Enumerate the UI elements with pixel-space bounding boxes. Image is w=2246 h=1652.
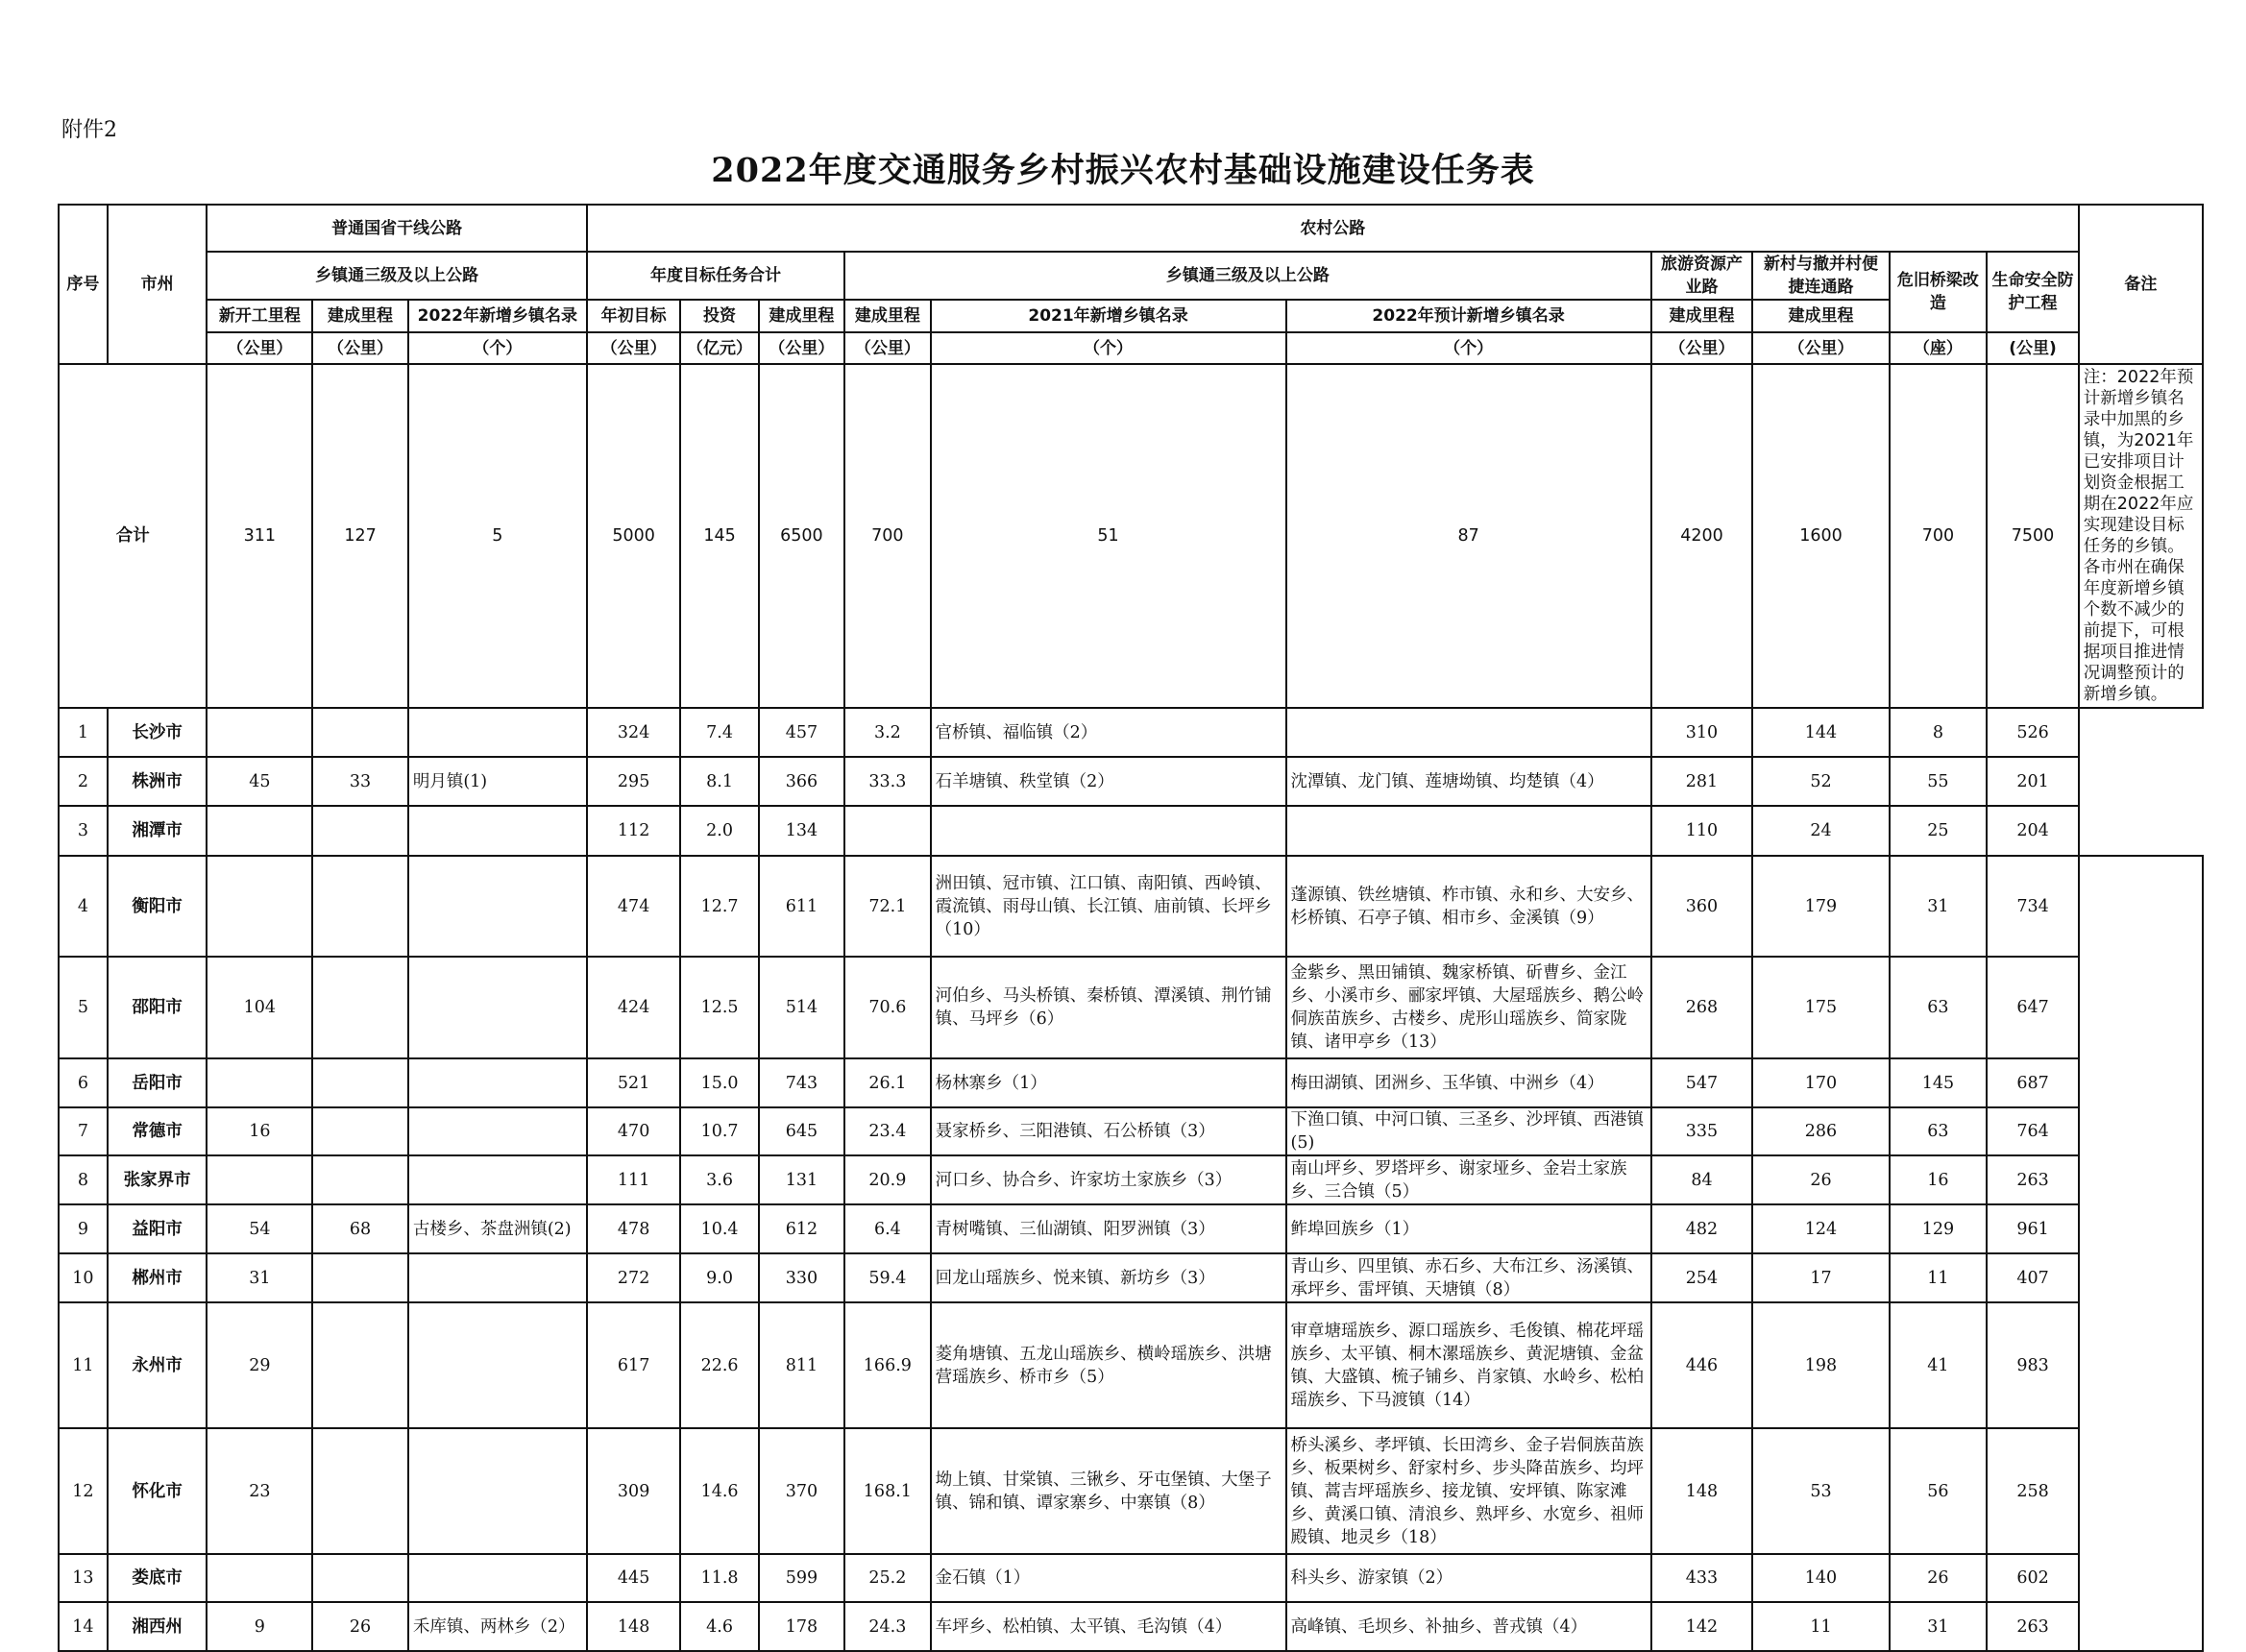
col-invest: 投资	[680, 300, 758, 332]
cell-rural-built: 59.4	[844, 1253, 930, 1302]
cell-target: 470	[587, 1107, 681, 1155]
cell-invest: 10.4	[680, 1204, 758, 1253]
cell-invest: 9.0	[680, 1253, 758, 1302]
cell-new-village: 198	[1752, 1302, 1889, 1428]
cell-target: 112	[587, 806, 681, 856]
cell-trunk-new: 104	[207, 957, 312, 1058]
table-row	[59, 806, 2203, 856]
cell-trunk-towns	[408, 957, 587, 1058]
total-label: 合计	[59, 364, 207, 708]
total-bridge: 700	[1890, 364, 1988, 708]
cell-towns-2022	[1286, 806, 1651, 856]
cell-rural-built: 20.9	[844, 1155, 930, 1204]
cell-invest: 11.8	[680, 1554, 758, 1602]
header-tourism: 旅游资源产业路	[1651, 252, 1753, 300]
cell-new-village: 170	[1752, 1058, 1889, 1107]
cell-trunk-towns: 禾库镇、两林乡（2）	[408, 1602, 587, 1651]
cell-trunk-towns	[408, 806, 587, 856]
remarks-empty	[2079, 856, 2203, 1651]
cell-built: 457	[759, 708, 844, 757]
cell-rural-built: 23.4	[844, 1107, 930, 1155]
cell-towns-2022: 桥头溪乡、孝坪镇、长田湾乡、金子岩侗族苗族乡、板栗树乡、舒家村乡、步头降苗族乡、均坪镇、蒿吉坪瑶族乡、接龙镇、安坪镇、陈家滩乡、黄溪口镇、清浪乡、熟坪乡、水宽乡、祖师殿镇、地灵乡（18）	[1286, 1428, 1651, 1554]
col-built-4: 建成里程	[1651, 300, 1753, 332]
cell-bridge: 63	[1890, 957, 1988, 1058]
unit-km: (公里)	[1987, 332, 2079, 364]
cell-safety: 687	[1987, 1058, 2079, 1107]
total-target: 5000	[587, 364, 681, 708]
cell-tourism: 547	[1651, 1058, 1753, 1107]
header-rural-group: 农村公路	[587, 205, 2079, 252]
cell-safety: 201	[1987, 757, 2079, 806]
cell-built: 599	[759, 1554, 844, 1602]
cell-city: 益阳市	[108, 1204, 208, 1253]
unit-km: （公里）	[587, 332, 681, 364]
cell-trunk-built	[312, 1253, 408, 1302]
cell-trunk-towns	[408, 1302, 587, 1428]
table-row	[59, 1253, 2203, 1302]
cell-seq: 6	[59, 1058, 108, 1107]
cell-towns-2021: 车坪乡、松柏镇、太平镇、毛沟镇（4）	[931, 1602, 1286, 1651]
cell-city: 株洲市	[108, 757, 208, 806]
cell-trunk-built	[312, 1155, 408, 1204]
cell-towns-2022: 沈潭镇、龙门镇、莲塘坳镇、均楚镇（4）	[1286, 757, 1651, 806]
cell-towns-2021: 聂家桥乡、三阳港镇、石公桥镇（3）	[931, 1107, 1286, 1155]
cell-target: 324	[587, 708, 681, 757]
cell-invest: 10.7	[680, 1107, 758, 1155]
cell-rural-built: 24.3	[844, 1602, 930, 1651]
cell-rural-built: 3.2	[844, 708, 930, 757]
cell-trunk-built: 33	[312, 757, 408, 806]
cell-safety: 263	[1987, 1155, 2079, 1204]
cell-new-village: 52	[1752, 757, 1889, 806]
unit-km: （公里）	[207, 332, 312, 364]
total-row	[59, 364, 2203, 708]
header-city: 市州	[108, 205, 208, 364]
cell-towns-2021: 菱角塘镇、五龙山瑶族乡、横岭瑶族乡、洪塘营瑶族乡、桥市乡（5）	[931, 1302, 1286, 1428]
cell-new-village: 175	[1752, 957, 1889, 1058]
cell-trunk-towns	[408, 1155, 587, 1204]
cell-invest: 8.1	[680, 757, 758, 806]
cell-trunk-new	[207, 856, 312, 957]
cell-invest: 12.5	[680, 957, 758, 1058]
cell-towns-2022	[1286, 708, 1651, 757]
cell-rural-built: 26.1	[844, 1058, 930, 1107]
cell-trunk-built	[312, 708, 408, 757]
cell-target: 111	[587, 1155, 681, 1204]
cell-trunk-built	[312, 1058, 408, 1107]
total-trunk-new: 311	[207, 364, 312, 708]
page-title: 2022年度交通服务乡村振兴农村基础设施建设任务表	[711, 151, 1535, 190]
table-row	[59, 1428, 2203, 1554]
cell-new-village: 17	[1752, 1253, 1889, 1302]
cell-trunk-new: 29	[207, 1302, 312, 1428]
cell-invest: 15.0	[680, 1058, 758, 1107]
cell-built: 514	[759, 957, 844, 1058]
cell-towns-2022: 梅田湖镇、团洲乡、玉华镇、中洲乡（4）	[1286, 1058, 1651, 1107]
cell-safety: 734	[1987, 856, 2079, 957]
cell-tourism: 482	[1651, 1204, 1753, 1253]
cell-trunk-towns	[408, 708, 587, 757]
cell-towns-2021: 坳上镇、甘棠镇、三锹乡、牙屯堡镇、大堡子镇、锦和镇、谭家寨乡、中寨镇（8）	[931, 1428, 1286, 1554]
cell-built: 645	[759, 1107, 844, 1155]
total-tourism: 4200	[1651, 364, 1753, 708]
cell-towns-2021: 金石镇（1）	[931, 1554, 1286, 1602]
cell-towns-2022: 审章塘瑶族乡、源口瑶族乡、毛俊镇、棉花坪瑶族乡、太平镇、桐木漯瑶族乡、黄泥塘镇、金盆镇、大盛镇、梳子铺乡、肖家镇、水岭乡、松柏瑶族乡、下马渡镇（14）	[1286, 1302, 1651, 1428]
cell-built: 178	[759, 1602, 844, 1651]
cell-towns-2021: 石羊塘镇、秩堂镇（2）	[931, 757, 1286, 806]
cell-city: 张家界市	[108, 1155, 208, 1204]
cell-trunk-new: 23	[207, 1428, 312, 1554]
cell-tourism: 84	[1651, 1155, 1753, 1204]
total-towns-2022: 87	[1286, 364, 1651, 708]
cell-rural-built: 70.6	[844, 957, 930, 1058]
cell-trunk-new	[207, 1554, 312, 1602]
cell-target: 424	[587, 957, 681, 1058]
table-row	[59, 1602, 2203, 1651]
cell-invest: 3.6	[680, 1155, 758, 1204]
cell-rural-built: 72.1	[844, 856, 930, 957]
cell-new-village: 53	[1752, 1428, 1889, 1554]
cell-city: 岳阳市	[108, 1058, 208, 1107]
cell-bridge: 26	[1890, 1554, 1988, 1602]
unit-km: （公里）	[1752, 332, 1889, 364]
cell-trunk-new	[207, 1155, 312, 1204]
cell-tourism: 360	[1651, 856, 1753, 957]
header-remarks: 备注	[2079, 205, 2203, 364]
cell-trunk-new: 31	[207, 1253, 312, 1302]
cell-safety: 647	[1987, 957, 2079, 1058]
col-new-work: 新开工里程	[207, 300, 312, 332]
col-2021-towns: 2021年新增乡镇名录	[931, 300, 1286, 332]
cell-new-village: 179	[1752, 856, 1889, 957]
cell-bridge: 8	[1890, 708, 1988, 757]
cell-trunk-new: 54	[207, 1204, 312, 1253]
unit-count: （个）	[1286, 332, 1651, 364]
cell-safety: 602	[1987, 1554, 2079, 1602]
cell-target: 445	[587, 1554, 681, 1602]
cell-built: 611	[759, 856, 844, 957]
cell-towns-2022: 鲊埠回族乡（1）	[1286, 1204, 1651, 1253]
cell-towns-2021	[931, 806, 1286, 856]
cell-towns-2022: 蓬源镇、铁丝塘镇、柞市镇、永和乡、大安乡、杉桥镇、石亭子镇、相市乡、金溪镇（9）	[1286, 856, 1651, 957]
cell-city: 湘潭市	[108, 806, 208, 856]
cell-safety: 258	[1987, 1428, 2079, 1554]
cell-bridge: 16	[1890, 1155, 1988, 1204]
table-row	[59, 957, 2203, 1058]
cell-tourism: 110	[1651, 806, 1753, 856]
cell-invest: 14.6	[680, 1428, 758, 1554]
cell-trunk-towns	[408, 1107, 587, 1155]
cell-city: 永州市	[108, 1302, 208, 1428]
cell-seq: 1	[59, 708, 108, 757]
cell-seq: 13	[59, 1554, 108, 1602]
cell-tourism: 268	[1651, 957, 1753, 1058]
cell-rural-built	[844, 806, 930, 856]
cell-tourism: 310	[1651, 708, 1753, 757]
cell-tourism: 281	[1651, 757, 1753, 806]
cell-trunk-built	[312, 856, 408, 957]
cell-city: 湘西州	[108, 1602, 208, 1651]
cell-built: 612	[759, 1204, 844, 1253]
cell-safety: 764	[1987, 1107, 2079, 1155]
cell-built: 330	[759, 1253, 844, 1302]
cell-tourism: 148	[1651, 1428, 1753, 1554]
cell-trunk-built: 26	[312, 1602, 408, 1651]
table-row	[59, 1554, 2203, 1602]
cell-safety: 526	[1987, 708, 2079, 757]
header-annual-sub: 年度目标任务合计	[587, 252, 844, 300]
cell-invest: 12.7	[680, 856, 758, 957]
cell-bridge: 145	[1890, 1058, 1988, 1107]
cell-tourism: 254	[1651, 1253, 1753, 1302]
cell-trunk-new: 45	[207, 757, 312, 806]
header-safety: 生命安全防护工程	[1987, 252, 2079, 332]
table-row	[59, 708, 2203, 757]
cell-bridge: 31	[1890, 1602, 1988, 1651]
cell-towns-2021: 杨林寨乡（1）	[931, 1058, 1286, 1107]
cell-trunk-built	[312, 1302, 408, 1428]
cell-target: 272	[587, 1253, 681, 1302]
cell-safety: 961	[1987, 1204, 2079, 1253]
cell-tourism: 446	[1651, 1302, 1753, 1428]
cell-towns-2022: 科头乡、游家镇（2）	[1286, 1554, 1651, 1602]
cell-bridge: 31	[1890, 856, 1988, 957]
cell-towns-2021: 河口乡、协合乡、许家坊土家族乡（3）	[931, 1155, 1286, 1204]
cell-rural-built: 33.3	[844, 757, 930, 806]
cell-bridge: 55	[1890, 757, 1988, 806]
cell-towns-2021: 青树嘴镇、三仙湖镇、阳罗洲镇（3）	[931, 1204, 1286, 1253]
cell-trunk-new: 9	[207, 1602, 312, 1651]
cell-seq: 10	[59, 1253, 108, 1302]
cell-new-village: 124	[1752, 1204, 1889, 1253]
col-target: 年初目标	[587, 300, 681, 332]
header-rural-sub: 乡镇通三级及以上公路	[844, 252, 1651, 300]
cell-target: 521	[587, 1058, 681, 1107]
cell-city: 郴州市	[108, 1253, 208, 1302]
total-built: 6500	[759, 364, 844, 708]
cell-target: 474	[587, 856, 681, 957]
cell-safety: 204	[1987, 806, 2079, 856]
cell-safety: 407	[1987, 1253, 2079, 1302]
cell-trunk-towns: 古楼乡、茶盘洲镇(2)	[408, 1204, 587, 1253]
cell-built: 131	[759, 1155, 844, 1204]
cell-new-village: 24	[1752, 806, 1889, 856]
cell-seq: 9	[59, 1204, 108, 1253]
cell-rural-built: 166.9	[844, 1302, 930, 1428]
cell-target: 295	[587, 757, 681, 806]
col-2022-planned: 2022年预计新增乡镇名录	[1286, 300, 1651, 332]
cell-tourism: 335	[1651, 1107, 1753, 1155]
total-rural-built: 700	[844, 364, 930, 708]
unit-count: （个）	[408, 332, 587, 364]
cell-towns-2022: 金紫乡、黑田铺镇、魏家桥镇、斫曹乡、金江乡、小溪市乡、郦家坪镇、大屋瑶族乡、鹅公岭侗族苗族乡、古楼乡、虎形山瑶族乡、简家陇镇、诸甲亭乡（13）	[1286, 957, 1651, 1058]
cell-bridge: 11	[1890, 1253, 1988, 1302]
table-row	[59, 1155, 2203, 1204]
cell-trunk-towns	[408, 1058, 587, 1107]
cell-invest: 2.0	[680, 806, 758, 856]
cell-trunk-new	[207, 708, 312, 757]
cell-towns-2022: 下渔口镇、中河口镇、三圣乡、沙坪镇、西港镇(5)	[1286, 1107, 1651, 1155]
cell-built: 811	[759, 1302, 844, 1428]
cell-trunk-towns	[408, 1253, 587, 1302]
total-towns-2021: 51	[931, 364, 1286, 708]
table-row	[59, 1058, 2203, 1107]
cell-trunk-towns	[408, 1428, 587, 1554]
cell-new-village: 26	[1752, 1155, 1889, 1204]
table-row	[59, 757, 2203, 806]
cell-tourism: 433	[1651, 1554, 1753, 1602]
cell-towns-2022: 高峰镇、毛坝乡、补抽乡、普戎镇（4）	[1286, 1602, 1651, 1651]
cell-city: 邵阳市	[108, 957, 208, 1058]
cell-seq: 14	[59, 1602, 108, 1651]
cell-target: 309	[587, 1428, 681, 1554]
unit-km: （公里）	[844, 332, 930, 364]
task-table	[58, 204, 2204, 1652]
cell-towns-2021: 官桥镇、福临镇（2）	[931, 708, 1286, 757]
cell-city: 长沙市	[108, 708, 208, 757]
cell-built: 370	[759, 1428, 844, 1554]
unit-count: （个）	[931, 332, 1286, 364]
cell-new-village: 286	[1752, 1107, 1889, 1155]
cell-invest: 4.6	[680, 1602, 758, 1651]
cell-trunk-built	[312, 957, 408, 1058]
unit-km: （公里）	[759, 332, 844, 364]
table-row	[59, 1302, 2203, 1428]
cell-trunk-new	[207, 806, 312, 856]
col-2022-towns: 2022年新增乡镇名录	[408, 300, 587, 332]
cell-seq: 3	[59, 806, 108, 856]
cell-trunk-built	[312, 1554, 408, 1602]
cell-bridge: 129	[1890, 1204, 1988, 1253]
header-trunk-sub: 乡镇通三级及以上公路	[207, 252, 586, 300]
total-new-village: 1600	[1752, 364, 1889, 708]
cell-trunk-built	[312, 1428, 408, 1554]
cell-tourism: 142	[1651, 1602, 1753, 1651]
cell-bridge: 41	[1890, 1302, 1988, 1428]
remarks-note: 注：2022年预计新增乡镇名录中加黑的乡镇，为2021年已安排项目计划资金根据工期在2022年应实现建设目标任务的乡镇。各市州在确保年度新增乡镇个数不减少的前提下，可根据项目推进情况调整预计的新增乡镇。	[2079, 364, 2203, 708]
cell-seq: 2	[59, 757, 108, 806]
cell-bridge: 63	[1890, 1107, 1988, 1155]
cell-towns-2022: 南山坪乡、罗塔坪乡、谢家垭乡、金岩土家族乡、三合镇（5）	[1286, 1155, 1651, 1204]
cell-rural-built: 168.1	[844, 1428, 930, 1554]
cell-seq: 12	[59, 1428, 108, 1554]
cell-towns-2021: 回龙山瑶族乡、悦来镇、新坊乡（3）	[931, 1253, 1286, 1302]
col-built-5: 建成里程	[1752, 300, 1889, 332]
cell-towns-2022: 青山乡、四里镇、赤石乡、大布江乡、汤溪镇、承坪乡、雷坪镇、天塘镇（8）	[1286, 1253, 1651, 1302]
cell-built: 366	[759, 757, 844, 806]
header-trunk-group: 普通国省干线公路	[207, 205, 586, 252]
cell-built: 134	[759, 806, 844, 856]
cell-rural-built: 25.2	[844, 1554, 930, 1602]
cell-new-village: 144	[1752, 708, 1889, 757]
unit-seat: （座）	[1890, 332, 1988, 364]
cell-safety: 263	[1987, 1602, 2079, 1651]
cell-safety: 983	[1987, 1302, 2079, 1428]
cell-trunk-new	[207, 1058, 312, 1107]
cell-trunk-towns	[408, 856, 587, 957]
col-built-3: 建成里程	[844, 300, 930, 332]
total-trunk-towns: 5	[408, 364, 587, 708]
header-bridge: 危旧桥梁改造	[1890, 252, 1988, 332]
cell-rural-built: 6.4	[844, 1204, 930, 1253]
cell-city: 常德市	[108, 1107, 208, 1155]
total-trunk-built: 127	[312, 364, 408, 708]
cell-seq: 5	[59, 957, 108, 1058]
cell-city: 娄底市	[108, 1554, 208, 1602]
cell-target: 617	[587, 1302, 681, 1428]
cell-bridge: 56	[1890, 1428, 1988, 1554]
unit-yi: （亿元）	[680, 332, 758, 364]
header-new-village: 新村与撤并村便捷连通路	[1752, 252, 1889, 300]
cell-new-village: 11	[1752, 1602, 1889, 1651]
unit-km: （公里）	[312, 332, 408, 364]
total-safety: 7500	[1987, 364, 2079, 708]
col-built-1: 建成里程	[312, 300, 408, 332]
table-row	[59, 1107, 2203, 1155]
cell-towns-2021: 河伯乡、马头桥镇、秦桥镇、潭溪镇、荆竹铺镇、马坪乡（6）	[931, 957, 1286, 1058]
cell-new-village: 140	[1752, 1554, 1889, 1602]
cell-towns-2021: 洲田镇、冠市镇、江口镇、南阳镇、西岭镇、霞流镇、雨母山镇、长江镇、庙前镇、长坪乡（10）	[931, 856, 1286, 957]
cell-city: 怀化市	[108, 1428, 208, 1554]
total-invest: 145	[680, 364, 758, 708]
cell-seq: 11	[59, 1302, 108, 1428]
cell-city: 衡阳市	[108, 856, 208, 957]
table-row	[59, 1204, 2203, 1253]
cell-seq: 4	[59, 856, 108, 957]
cell-trunk-built: 68	[312, 1204, 408, 1253]
unit-km: （公里）	[1651, 332, 1753, 364]
cell-target: 148	[587, 1602, 681, 1651]
attachment-label: 附件2	[61, 118, 117, 142]
cell-invest: 22.6	[680, 1302, 758, 1428]
cell-trunk-towns: 明月镇(1)	[408, 757, 587, 806]
cell-bridge: 25	[1890, 806, 1988, 856]
cell-seq: 7	[59, 1107, 108, 1155]
header-seq: 序号	[59, 205, 108, 364]
cell-target: 478	[587, 1204, 681, 1253]
table-row	[59, 856, 2203, 957]
cell-invest: 7.4	[680, 708, 758, 757]
cell-trunk-built	[312, 1107, 408, 1155]
cell-seq: 8	[59, 1155, 108, 1204]
cell-trunk-built	[312, 806, 408, 856]
cell-trunk-towns	[408, 1554, 587, 1602]
cell-built: 743	[759, 1058, 844, 1107]
col-built-2: 建成里程	[759, 300, 844, 332]
cell-trunk-new: 16	[207, 1107, 312, 1155]
